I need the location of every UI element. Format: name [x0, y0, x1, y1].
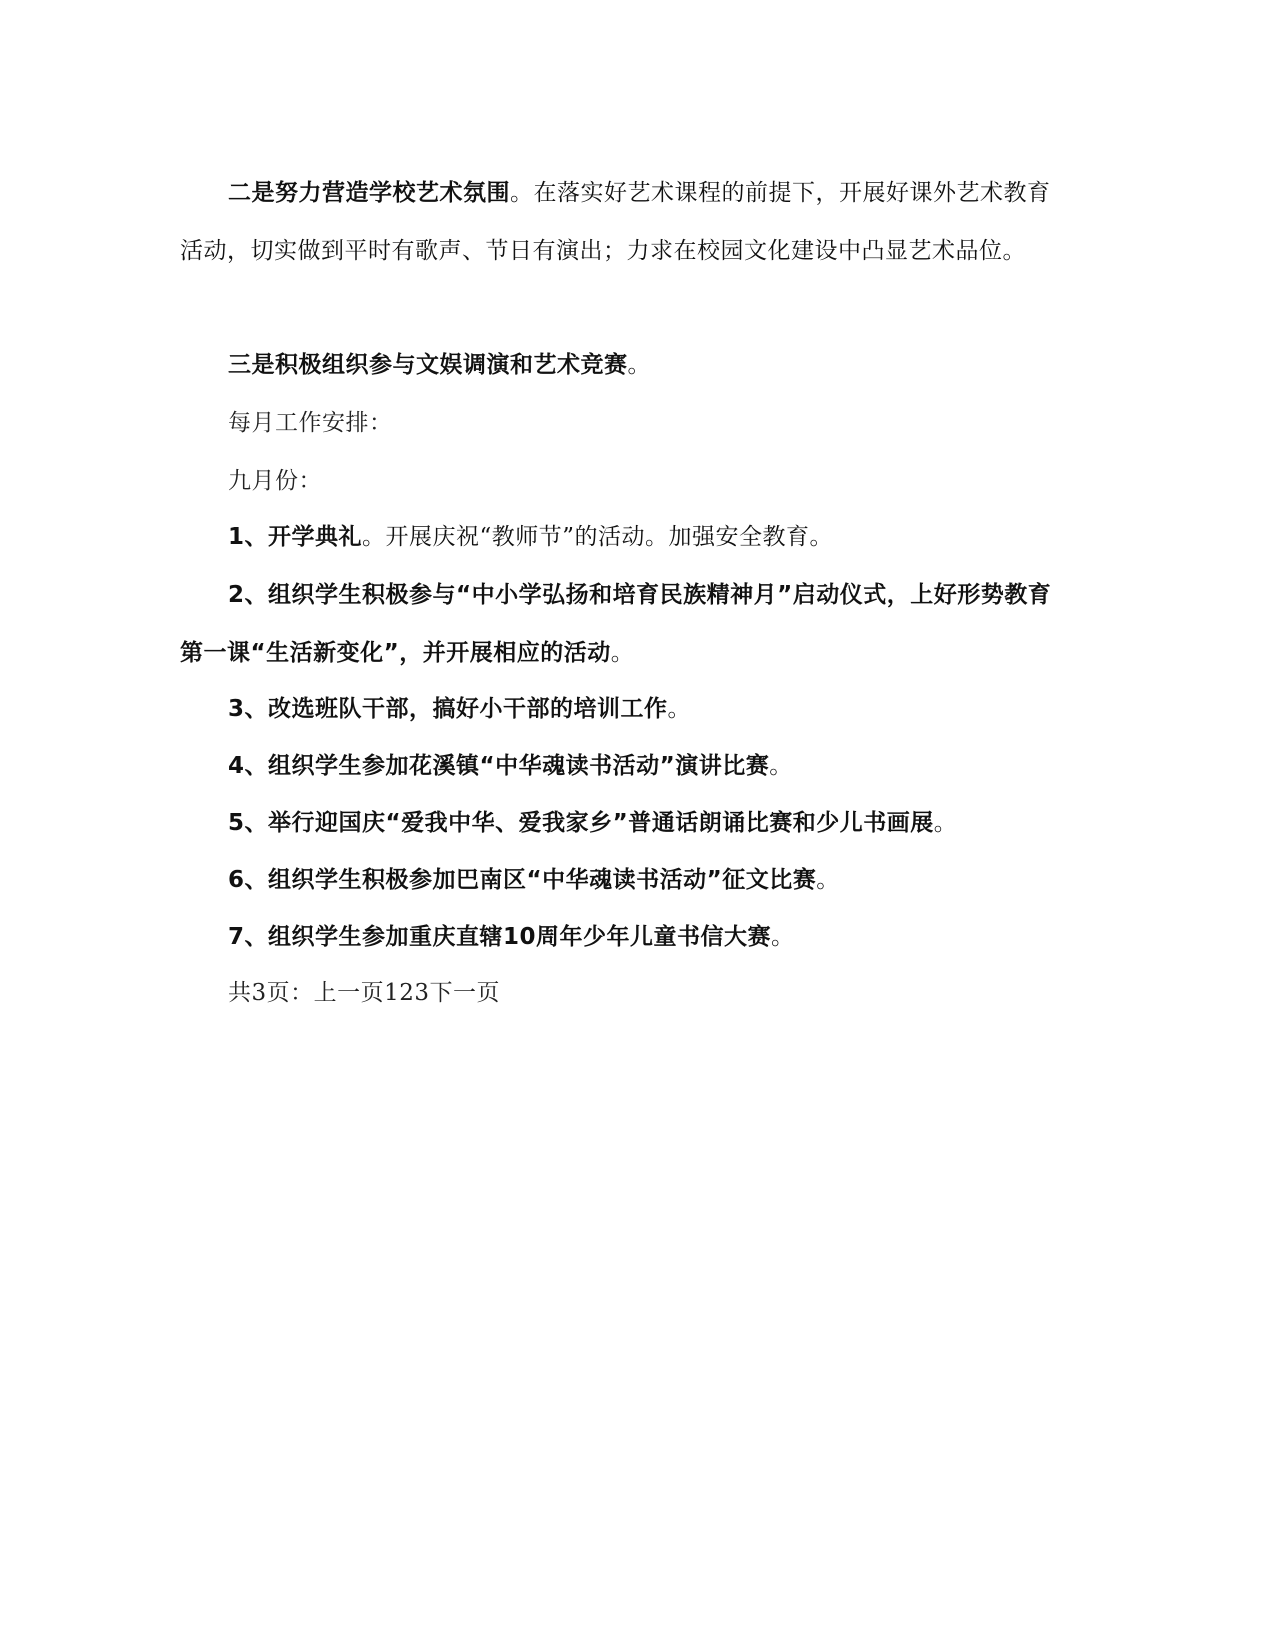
list-item-heading: 7、组织学生参加重庆直辖10周年少年儿童书信大赛: [228, 924, 772, 950]
list-item: [180, 851, 1060, 909]
paragraph-monthly-plan: 每月工作安排：: [228, 410, 393, 436]
paragraph-text: 。在落实好艺术课程的前提下，开展好课外艺术教育活动，切实做到平时有歌声、节日有演出；力求在校园文化建设中凸显艺术品位。: [180, 180, 1051, 264]
list-item-heading: 6、组织学生积极参加巴南区“中华魂读书活动”征文比赛: [228, 867, 817, 893]
list-item-heading: 4、组织学生参加花溪镇“中华魂读书活动”演讲比赛: [228, 753, 770, 779]
list-item-text: 。: [816, 867, 840, 893]
list-item-text: 。: [771, 924, 795, 950]
list-item-heading: 1、开学典礼: [228, 524, 363, 550]
list-item: [180, 908, 1060, 966]
paragraph-heading: 三是积极组织参与文娱调演和艺术竞赛: [228, 352, 628, 378]
list-item: [180, 680, 1060, 738]
list-item-text: 。: [667, 696, 692, 722]
list-item-heading: 3、改选班队干部，搞好小干部的培训工作: [228, 696, 668, 722]
paragraph-september: 九月份：: [228, 468, 322, 494]
list-item-heading: 5、举行迎国庆“爱我中华、爱我家乡”普通话朗诵比赛和少儿书画展: [228, 810, 934, 836]
list-item-text: 。: [933, 810, 958, 836]
list-item-text: 。: [610, 640, 635, 666]
paragraph-heading: 二是努力营造学校艺术氛围: [228, 180, 510, 206]
list-item: [180, 794, 1060, 852]
list-item: [180, 737, 1060, 795]
paragraph-performances: [180, 336, 1060, 394]
pagination-text: 共3页：上一页123下一页: [228, 980, 501, 1006]
paragraph-art-atmosphere: [180, 164, 1060, 280]
list-item: [180, 508, 1060, 566]
list-item-text: 。: [769, 753, 793, 779]
list-item: [180, 566, 1060, 682]
list-item-text: 。开展庆祝“教师节”的活动。加强安全教育。: [362, 524, 834, 550]
paragraph-text: 。: [627, 352, 651, 378]
list-item-heading: 2、组织学生积极参与“中小学弘扬和培育民族精神月”启动仪式，上好形势教育第一课“生活新变化”，并开展相应的活动: [180, 582, 1052, 666]
